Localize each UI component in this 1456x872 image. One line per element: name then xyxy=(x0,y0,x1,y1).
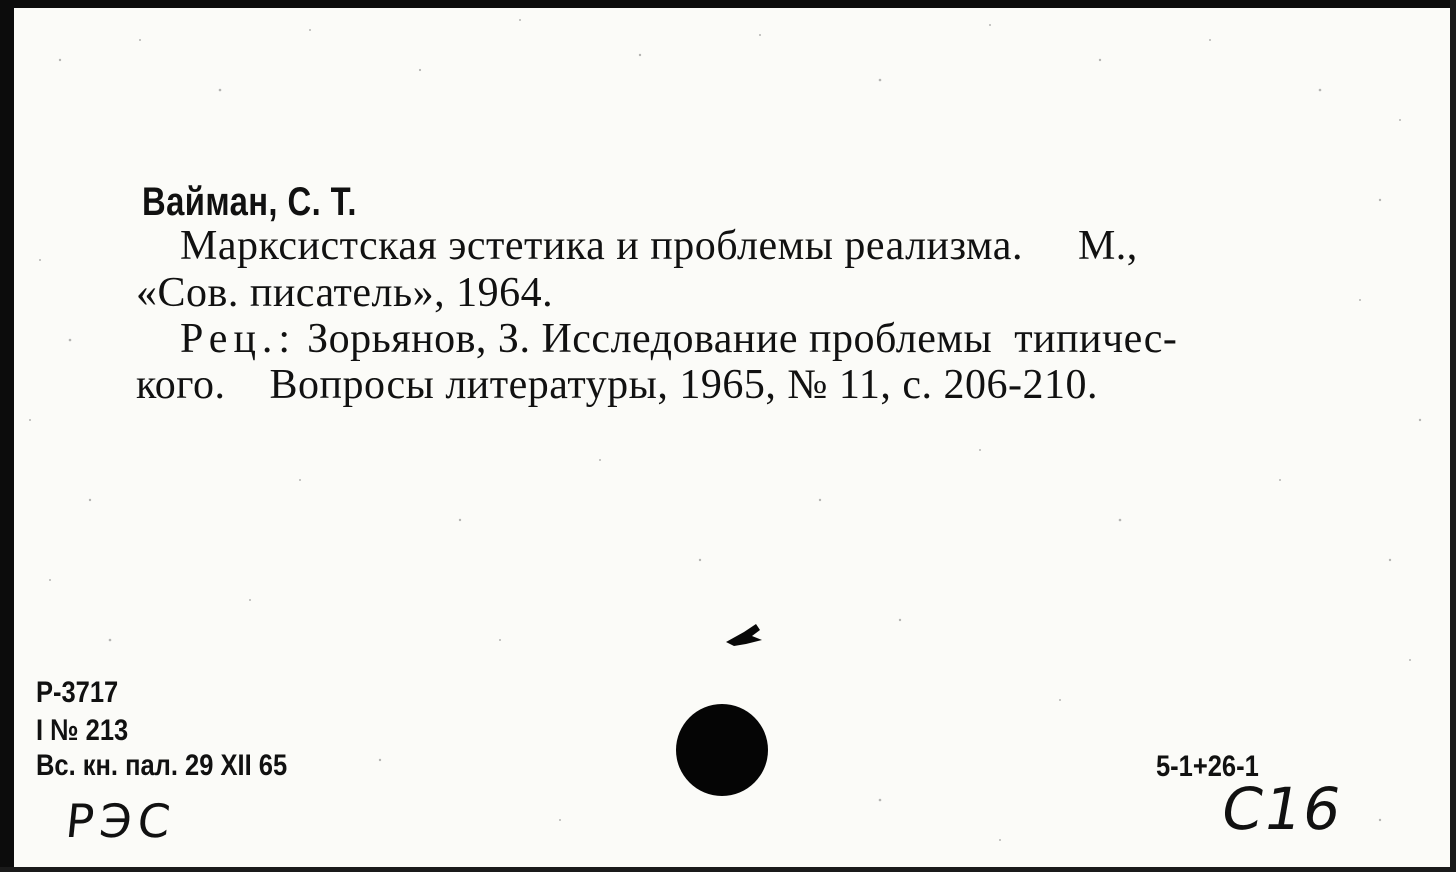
printing-note: Вс. кн. пал. 29 XII 65 xyxy=(36,749,288,782)
title-line-2: «Сов. писатель», 1964. xyxy=(136,270,554,316)
review-line-2: кого. Вопросы литературы, 1965, № 11, с. 206-210. xyxy=(136,362,1098,408)
card-right-edge-shadow xyxy=(1450,0,1456,872)
author-heading: Вайман, С. Т. xyxy=(142,180,357,224)
handwritten-code-right: С16 xyxy=(1216,775,1349,843)
card-top-edge-shadow xyxy=(0,0,1456,8)
call-number: Р-3717 xyxy=(36,676,119,709)
title-line-1: Марксистская эстетика и проблемы реализма. М., xyxy=(180,223,1138,269)
card-bottom-edge-shadow xyxy=(0,867,1456,872)
review-line-1 xyxy=(180,318,1177,360)
punch-hole xyxy=(676,704,768,796)
handwritten-code-left: РЭС xyxy=(63,794,179,848)
review-text: Зорьянов, З. Исследование проблемы типичес- xyxy=(296,316,1178,362)
ink-blot xyxy=(722,618,772,658)
inventory-number: I № 213 xyxy=(36,714,129,747)
review-label: Рец.: xyxy=(180,316,297,362)
card-left-edge-shadow xyxy=(0,0,14,872)
classification-code: 5-1+26-1 xyxy=(1156,750,1259,783)
